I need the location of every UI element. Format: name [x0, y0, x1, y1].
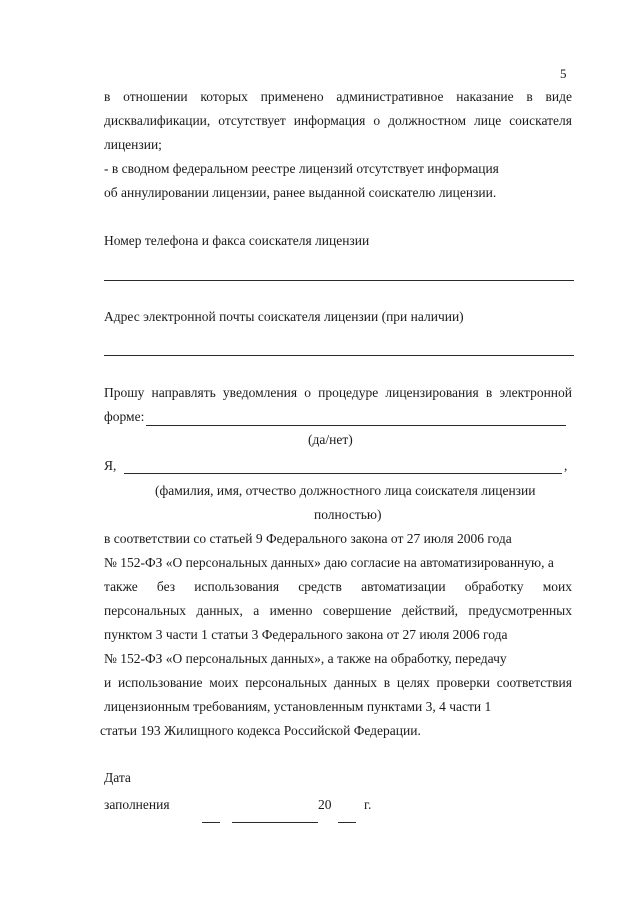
text-line: и использование моих персональных данных в целях проверки соответствия: [104, 675, 572, 690]
date-day-field[interactable]: [202, 822, 220, 823]
text-line: № 152-ФЗ «О персональных данных» даю согласие на автоматизированную, а: [104, 555, 554, 570]
date-month-field[interactable]: [232, 822, 318, 823]
full-name-field[interactable]: [124, 473, 562, 474]
text-line: лицензии;: [104, 137, 162, 152]
text-line: статьи 193 Жилищного кодекса Российской Федерации.: [100, 723, 421, 738]
text-line: в отношении которых применено административное наказание в виде: [104, 89, 572, 104]
date-year-prefix: 20: [318, 797, 332, 812]
page-number: 5: [560, 66, 567, 81]
email-label: Адрес электронной почты соискателя лицензии (при наличии): [104, 309, 464, 324]
date-year-field[interactable]: [338, 822, 356, 823]
text-line: - в сводном федеральном реестре лицензий отсутствует информация: [104, 161, 499, 176]
phone-fax-label: Номер телефона и факса соискателя лицензии: [104, 233, 370, 248]
text-line: дисквалификации, отсутствует информация о должностном лице соискателя: [104, 113, 572, 128]
date-year-suffix: г.: [364, 797, 372, 812]
ya-label: Я,: [104, 458, 117, 473]
notification-hint: (да/нет): [308, 432, 353, 447]
date-label: Дата: [104, 770, 131, 785]
phone-fax-field[interactable]: [104, 280, 574, 281]
date-label-cont: заполнения: [104, 797, 170, 812]
text-line: в соответствии со статьей 9 Федерального закона от 27 июля 2006 года: [104, 531, 512, 546]
text-line: персональных данных, а именно совершение действий, предусмотренных: [104, 603, 572, 618]
text-line: об аннулировании лицензии, ранее выданной соискателю лицензии.: [104, 185, 497, 200]
text-line: лицензионным требованиям, установленным пунктами 3, 4 части 1: [104, 699, 492, 714]
full-name-hint-cont: полностью): [314, 507, 382, 522]
email-field[interactable]: [104, 355, 574, 356]
notification-form-label: форме:: [104, 409, 145, 424]
notification-field[interactable]: [146, 425, 566, 426]
full-name-hint: (фамилия, имя, отчество должностного лица соискателя лицензии: [155, 483, 536, 498]
text-line: пунктом 3 части 1 статьи 3 Федерального закона от 27 июля 2006 года: [104, 627, 508, 642]
ya-comma: ,: [564, 458, 568, 473]
text-line: № 152-ФЗ «О персональных данных», а также на обработку, передачу: [104, 651, 507, 666]
text-line: также без использования средств автоматизации обработку моих: [104, 579, 572, 594]
notification-text: Прошу направлять уведомления о процедуре лицензирования в электронной: [104, 385, 572, 400]
